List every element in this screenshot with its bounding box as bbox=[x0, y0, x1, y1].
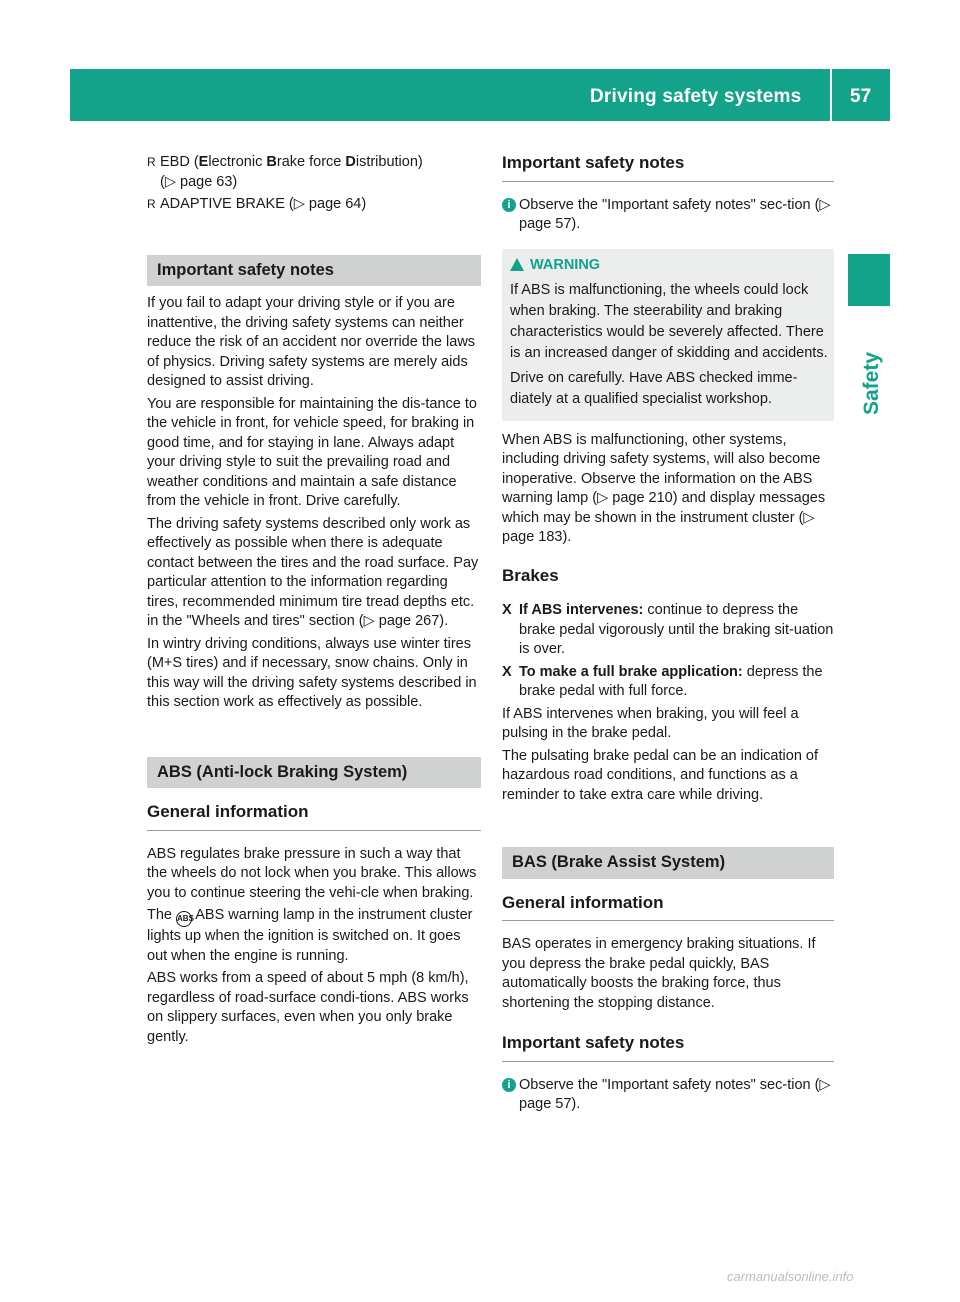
step-text: depress the brake pedal with full force. bbox=[519, 663, 823, 699]
abs-lamp-icon: ABS bbox=[176, 911, 192, 927]
paragraph: The pulsating brake pedal can be an indication of hazardous road conditions, and functions as a reminder to take extra care while driving. bbox=[502, 747, 818, 803]
sub-heading: General information bbox=[147, 802, 481, 831]
page-number: 57 bbox=[850, 86, 872, 107]
sub-heading: General information bbox=[502, 893, 834, 922]
paragraph: ABS works from a speed of about 5 mph (8 km/h), regardless of road-surface condi-tions. ABS works on slippery surfaces, even when you only brake gently. bbox=[147, 970, 469, 1045]
bullet-text: ADAPTIVE BRAKE (▷ page 64) bbox=[160, 196, 367, 212]
info-text: Observe the "Important safety notes" sec-tion (▷ page 57). bbox=[519, 1076, 831, 1112]
bullet-text: istribution) bbox=[355, 154, 423, 170]
header-title: Driving safety systems bbox=[590, 86, 802, 107]
step-arrow-icon: X bbox=[502, 602, 512, 618]
list-item bbox=[147, 153, 481, 192]
warning-triangle-icon bbox=[510, 258, 524, 271]
bullet-letter: D bbox=[345, 154, 356, 170]
warning-title bbox=[510, 255, 834, 276]
bullet-r-icon: R bbox=[147, 155, 156, 169]
info-icon: i bbox=[502, 1078, 516, 1092]
step-label: To make a full brake application: bbox=[519, 663, 743, 680]
step-arrow-icon: X bbox=[502, 663, 512, 680]
info-text: Observe the "Important safety notes" sec-tion (▷ page 57). bbox=[519, 196, 831, 232]
side-tab-label: Safety bbox=[860, 351, 883, 415]
list-item bbox=[147, 195, 481, 215]
paragraph-text: The bbox=[147, 907, 177, 923]
warning-title-text: WARNING bbox=[530, 256, 601, 273]
bullet-letter: B bbox=[266, 154, 277, 170]
paragraph: If you fail to adapt your driving style or if you are inattentive, the driving safety systems can neither reduce the risk of an accident nor override the laws of physics. Driving safety systems are merely aids designed to assist driving. bbox=[147, 295, 476, 389]
side-tab-marker bbox=[848, 254, 890, 306]
section-heading: ABS (Anti-lock Braking System) bbox=[147, 757, 481, 789]
paragraph: In wintry driving conditions, always use winter tires (M+S tires) and if necessary, snow chains. Only in this way will the driving safety systems described in this section work as effectively as possible. bbox=[147, 635, 477, 710]
paragraph: The driving safety systems described only work as effectively as possible when there is adequate contact between the tires and the road surface. Pay particular attention to the information regarding tires, recommended minimum tire tread depths etc. in the "Wheels and tires" section (▷ page 267). bbox=[147, 515, 479, 629]
paragraph: BAS operates in emergency braking situations. If you depress the brake pedal quickly, BAS automatically boosts the braking force, thus shortening the stopping distance. bbox=[502, 936, 816, 1011]
paragraph-text: ABS warning lamp in the instrument cluster lights up when the ignition is switched on. It goes out when the engine is running. bbox=[147, 907, 473, 964]
bullet-letter: E bbox=[198, 154, 209, 170]
sub-heading: Important safety notes bbox=[502, 1033, 834, 1062]
paragraph: ABS regulates brake pressure in such a way that the wheels do not lock when you brake. This allows you to continue steering the vehi-cle when braking. bbox=[147, 845, 477, 901]
step-text: continue to depress the brake pedal vigorously until the braking sit-uation is over. bbox=[519, 602, 834, 657]
paragraph bbox=[147, 906, 481, 966]
warning-text: Drive on carefully. Have ABS checked imme-diately at a qualified specialist workshop. bbox=[510, 369, 798, 407]
left-column bbox=[147, 153, 481, 1050]
section-heading: BAS (Brake Assist System) bbox=[502, 847, 834, 879]
bullet-r-icon: R bbox=[147, 197, 156, 211]
warning-box bbox=[502, 249, 834, 421]
right-column bbox=[502, 153, 834, 1129]
sub-heading: Brakes bbox=[502, 565, 559, 585]
watermark: carmanualsonline.info bbox=[727, 1269, 854, 1284]
paragraph: If ABS intervenes when braking, you will feel a pulsing in the brake pedal. bbox=[502, 705, 799, 741]
info-note bbox=[502, 1076, 834, 1115]
header-divider bbox=[830, 69, 832, 121]
section-heading: Important safety notes bbox=[147, 255, 481, 287]
info-note bbox=[502, 196, 834, 235]
bullet-text: rake force bbox=[276, 154, 346, 170]
warning-text: If ABS is malfunctioning, the wheels could lock when braking. The steerability and braking characteristics would be severely affected. There is an increased danger of skidding and accidents. bbox=[510, 281, 828, 361]
page-reference: (▷ page 63) bbox=[160, 173, 238, 190]
info-icon: i bbox=[502, 198, 516, 212]
step-label: If ABS intervenes: bbox=[519, 602, 644, 618]
bullet-text: lectronic bbox=[208, 154, 267, 170]
paragraph: You are responsible for maintaining the dis-tance to the vehicle in front, for vehicle speed, for braking in good time, and for staying in lane. Always adapt your driving style to suit the prevailing road and weather conditions and maintain a safe distance from the vehicle in front. Drive carefully. bbox=[147, 395, 477, 509]
bullet-text: EBD ( bbox=[160, 154, 199, 170]
sub-heading: Important safety notes bbox=[502, 153, 834, 182]
step-item bbox=[502, 663, 834, 702]
step-item bbox=[502, 601, 834, 660]
paragraph: When ABS is malfunctioning, other systems, including driving safety systems, will also become inoperative. Observe the information on the ABS warning lamp (▷ page 210) and display messages which may be shown in the instrument cluster (▷ page 183). bbox=[502, 431, 826, 545]
